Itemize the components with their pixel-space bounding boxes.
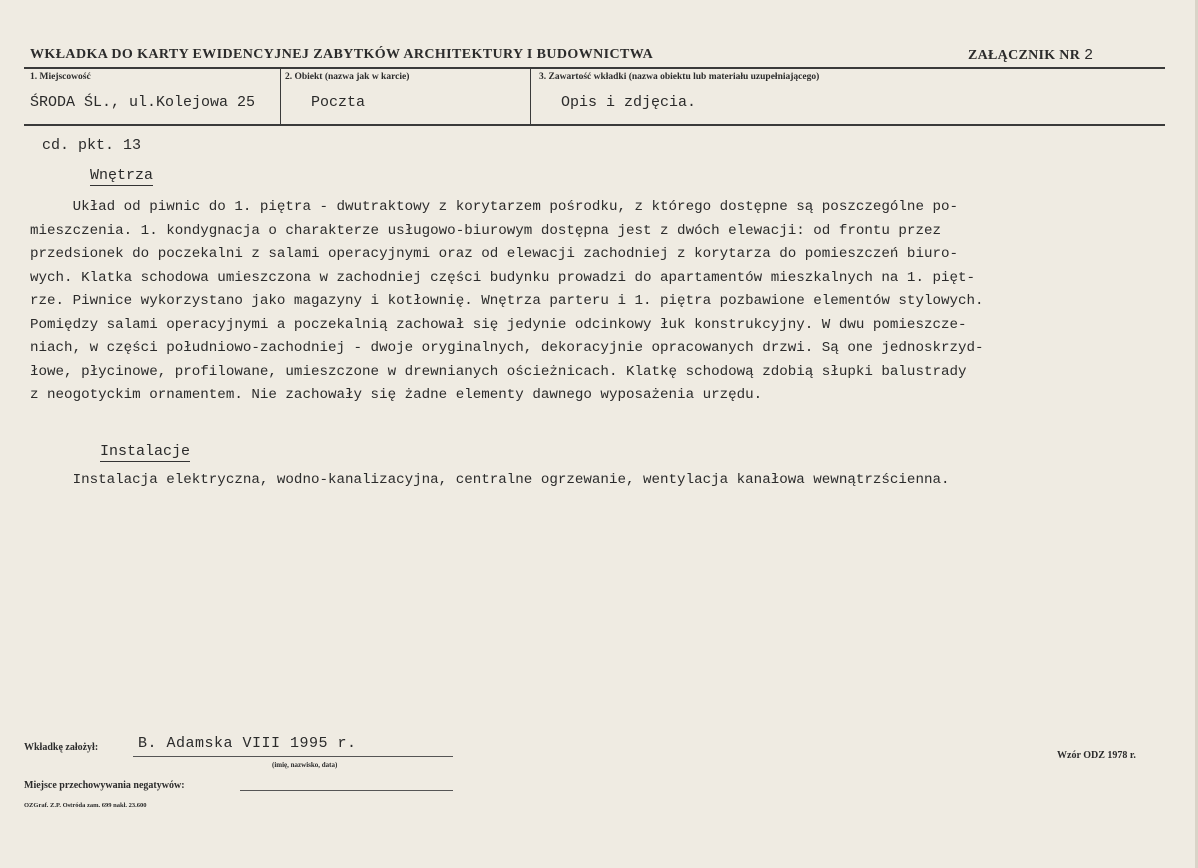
text-line: rze. Piwnice wykorzystano jako magazyny i kotłownię. Wnętrza parteru i 1. piętra pozbawione elementów stylowych. — [30, 293, 984, 309]
field-locality-label: 1. Miejscowość — [30, 72, 91, 82]
field-contents-value: Opis i zdjęcia. — [561, 94, 697, 111]
established-by-label: Wkładkę założył: — [24, 742, 99, 753]
negatives-location-label: Miejsce przechowywania negatywów: — [24, 780, 185, 791]
field-separator-2 — [530, 69, 531, 124]
card-title: WKŁADKA DO KARTY EWIDENCYJNEJ ZABYTKÓW ARCHITEKTURY I BUDOWNICTWA — [30, 47, 654, 62]
field-locality-value: ŚRODA ŚL., ul.Kolejowa 25 — [30, 94, 256, 111]
section-body-installations — [30, 469, 1170, 493]
text-line: Układ od piwnic do 1. piętra - dwutraktowy z korytarzem pośrodku, z którego dostępne są poszczególne po- — [30, 199, 959, 215]
text-line: Pomiędzy salami operacyjnymi a poczekalnią zachował się jedynie odcinkowy łuk konstrukcyjny. W dwu pomieszcze- — [30, 316, 967, 333]
text-line: Instalacja elektryczna, wodno-kanalizacyjna, centralne ogrzewanie, wentylacja kanałowa wewnątrzścienna. — [30, 472, 950, 488]
header-top-rule — [24, 67, 1165, 69]
established-by-line — [133, 756, 453, 757]
continuation-note: cd. pkt. 13 — [42, 137, 142, 154]
print-note: OZGraf. Z.P. Ostróda zam. 699 nakł. 23.600 — [24, 802, 147, 809]
text-line: z neogotyckim ornamentem. Nie zachowały się żadne elementy dawnego wyposażenia urzędu. — [30, 387, 763, 403]
annex-number: 2 — [1084, 47, 1094, 64]
established-by-value: B. Adamska VIII 1995 r. — [138, 735, 357, 752]
text-line: wych. Klatka schodowa umieszczona w zachodniej części budynku prowadzi do apartamentów mieszkalnych na 1. pięt- — [30, 269, 976, 286]
negatives-location-line — [240, 790, 453, 791]
annex-label — [968, 47, 1093, 64]
text-line: mieszczenia. 1. kondygnacja o charakterze usługowo-biurowym dostępna jest z dwóch elewacji: od frontu przez — [30, 222, 941, 239]
header-bottom-rule — [24, 124, 1165, 126]
established-by-hint: (imię, nazwisko, data) — [272, 761, 338, 769]
field-object-label: 2. Obiekt (nazwa jak w karcie) — [285, 72, 410, 82]
field-contents-label: 3. Zawartość wkładki (nazwa obiektu lub materiału uzupełniającego) — [539, 72, 820, 82]
text-line: niach, w części południowo-zachodniej - dwoje oryginalnych, dekoracyjnie opracowanych drzwi. Są one jednoskrzyd- — [30, 340, 984, 356]
form-model-note: Wzór ODZ 1978 r. — [1057, 750, 1136, 761]
section-heading-interiors: Wnętrza — [90, 167, 154, 184]
text-line: przedsionek do poczekalni z salami operacyjnymi oraz od elewacji zachodniej z korytarza do pomieszczeń biuro- — [30, 246, 959, 262]
field-object-value: Poczta — [311, 94, 366, 111]
text-line: łowe, płycinowe, profilowane, umieszczone w drewnianych ościeżnicach. Klatkę schodową zdobią słupki balustrady — [30, 363, 967, 380]
section-body-interiors — [30, 196, 1170, 408]
field-separator-1 — [280, 69, 281, 124]
section-heading-installations: Instalacje — [100, 443, 191, 460]
annex-label-text: ZAŁĄCZNIK NR — [968, 48, 1081, 63]
